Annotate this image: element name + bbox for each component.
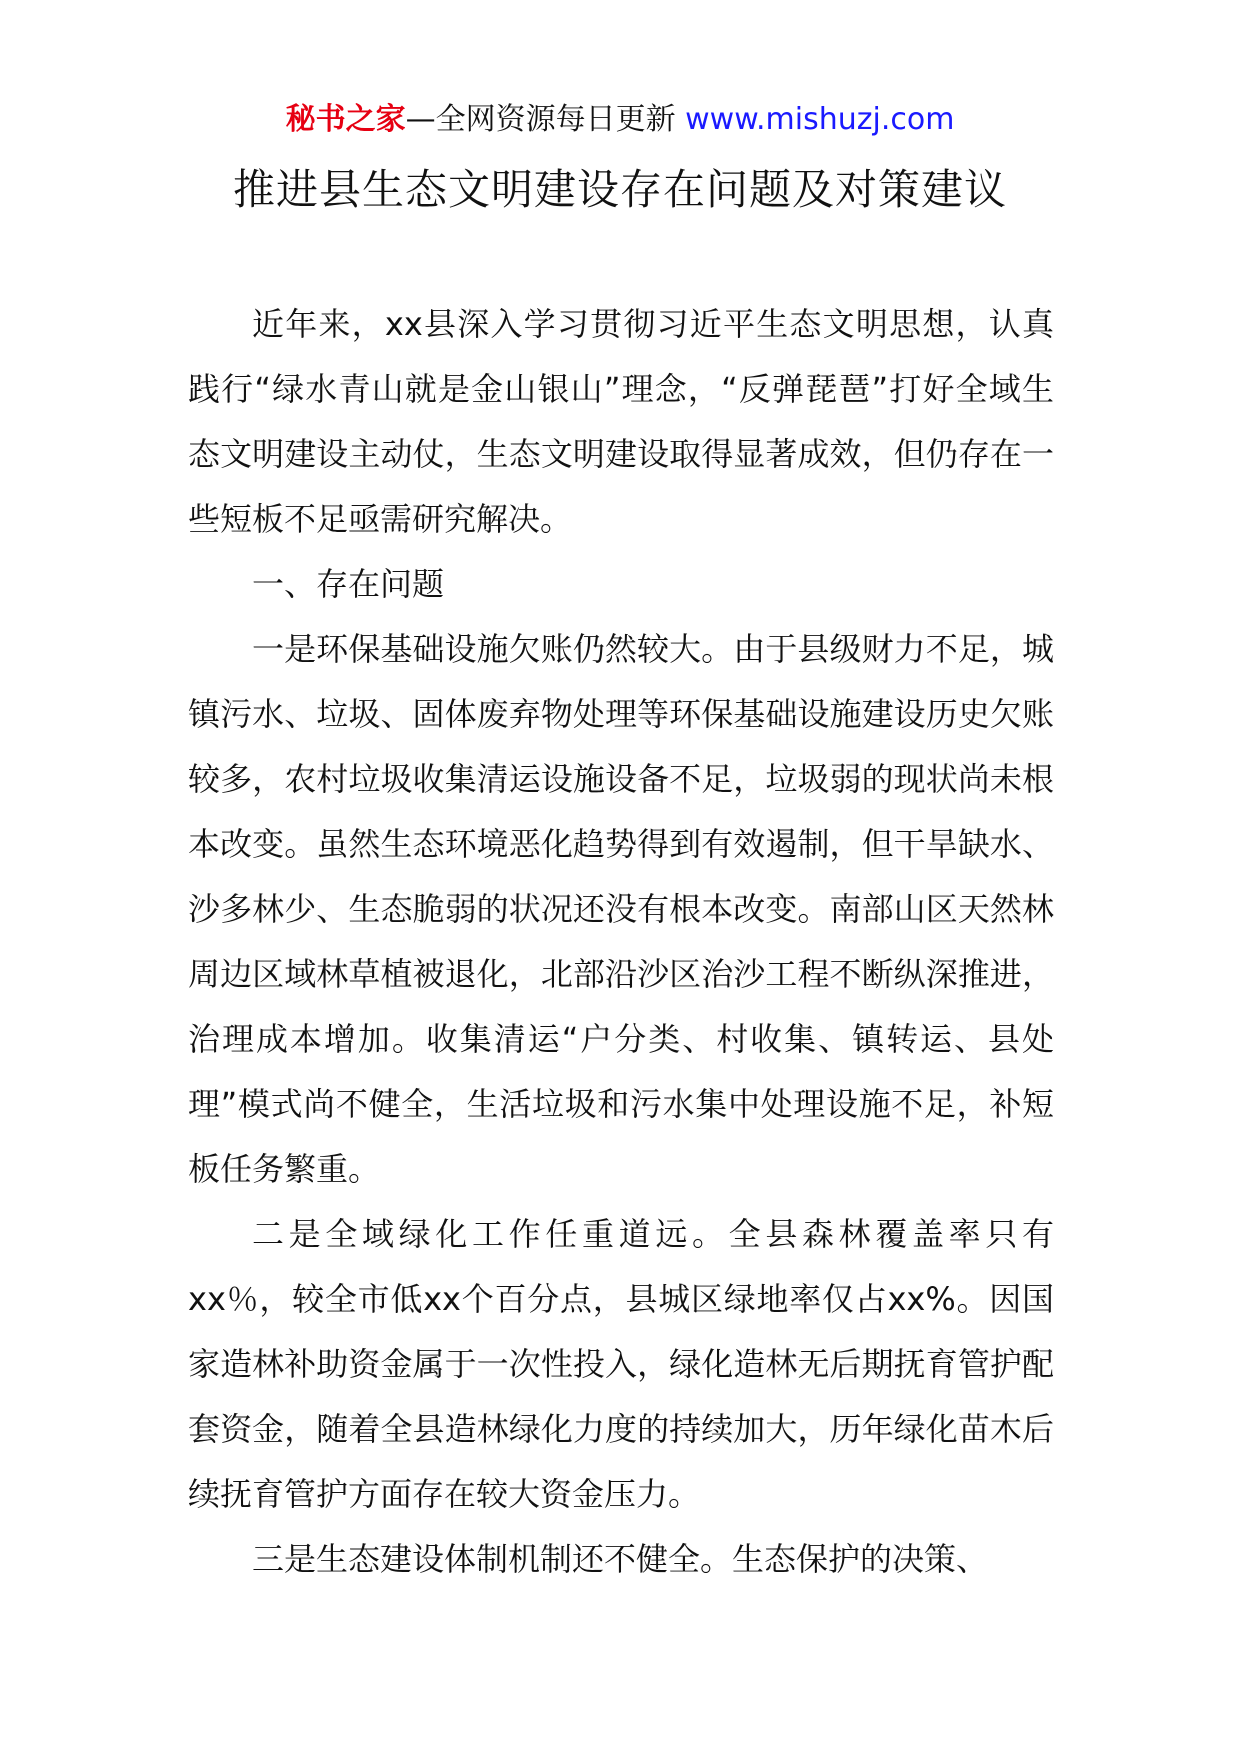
document-body — [188, 292, 1054, 1592]
site-header — [0, 98, 1240, 142]
body-paragraph: 一是环保基础设施欠账仍然较大。由于县级财力不足，城镇污水、垃圾、固体废弃物处理等环保基础设施建设历史欠账较多，农村垃圾收集清运设施设备不足，垃圾弱的现状尚未根本改变。虽然生态环境恶化趋势得到有效遏制，但干旱缺水、沙多林少、生态脆弱的状况还没有根本改变。南部山区天然林周边区域林草植被退化，北部沿沙区治沙工程不断纵深推进，治理成本增加。收集清运“户分类、村收集、镇转运、县处理”模式尚不健全，生活垃圾和污水集中处理设施不足，补短板任务繁重。 — [188, 630, 1054, 1188]
brand-name: 秘书之家 — [285, 102, 406, 137]
document-title: 推进县生态文明建设存在问题及对策建议 — [232, 165, 1007, 214]
site-url-link[interactable]: www.mishuzj.com — [685, 102, 955, 137]
body-paragraph: 三是生态建设体制机制还不健全。生态保护的决策、 — [252, 1540, 989, 1578]
header-tagline: —全网资源每日更新 — [405, 102, 686, 137]
section-heading: 一、存在问题 — [252, 565, 445, 603]
body-paragraph: 二是全域绿化工作任重道远。全县森林覆盖率只有xx％，较全市低xx个百分点，县城区绿地率仅占xx%。因国家造林补助资金属于一次性投入，绿化造林无后期抚育管护配套资金，随着全县造林绿化力度的持续加大，历年绿化苗木后续抚育管护方面存在较大资金压力。 — [188, 1215, 1054, 1513]
intro-paragraph: 近年来，xx县深入学习贯彻习近平生态文明思想，认真践行“绿水青山就是金山银山”理念，“反弹琵琶”打好全域生态文明建设主动仗，生态文明建设取得显著成效，但仍存在一些短板不足亟需研究解决。 — [188, 305, 1054, 538]
